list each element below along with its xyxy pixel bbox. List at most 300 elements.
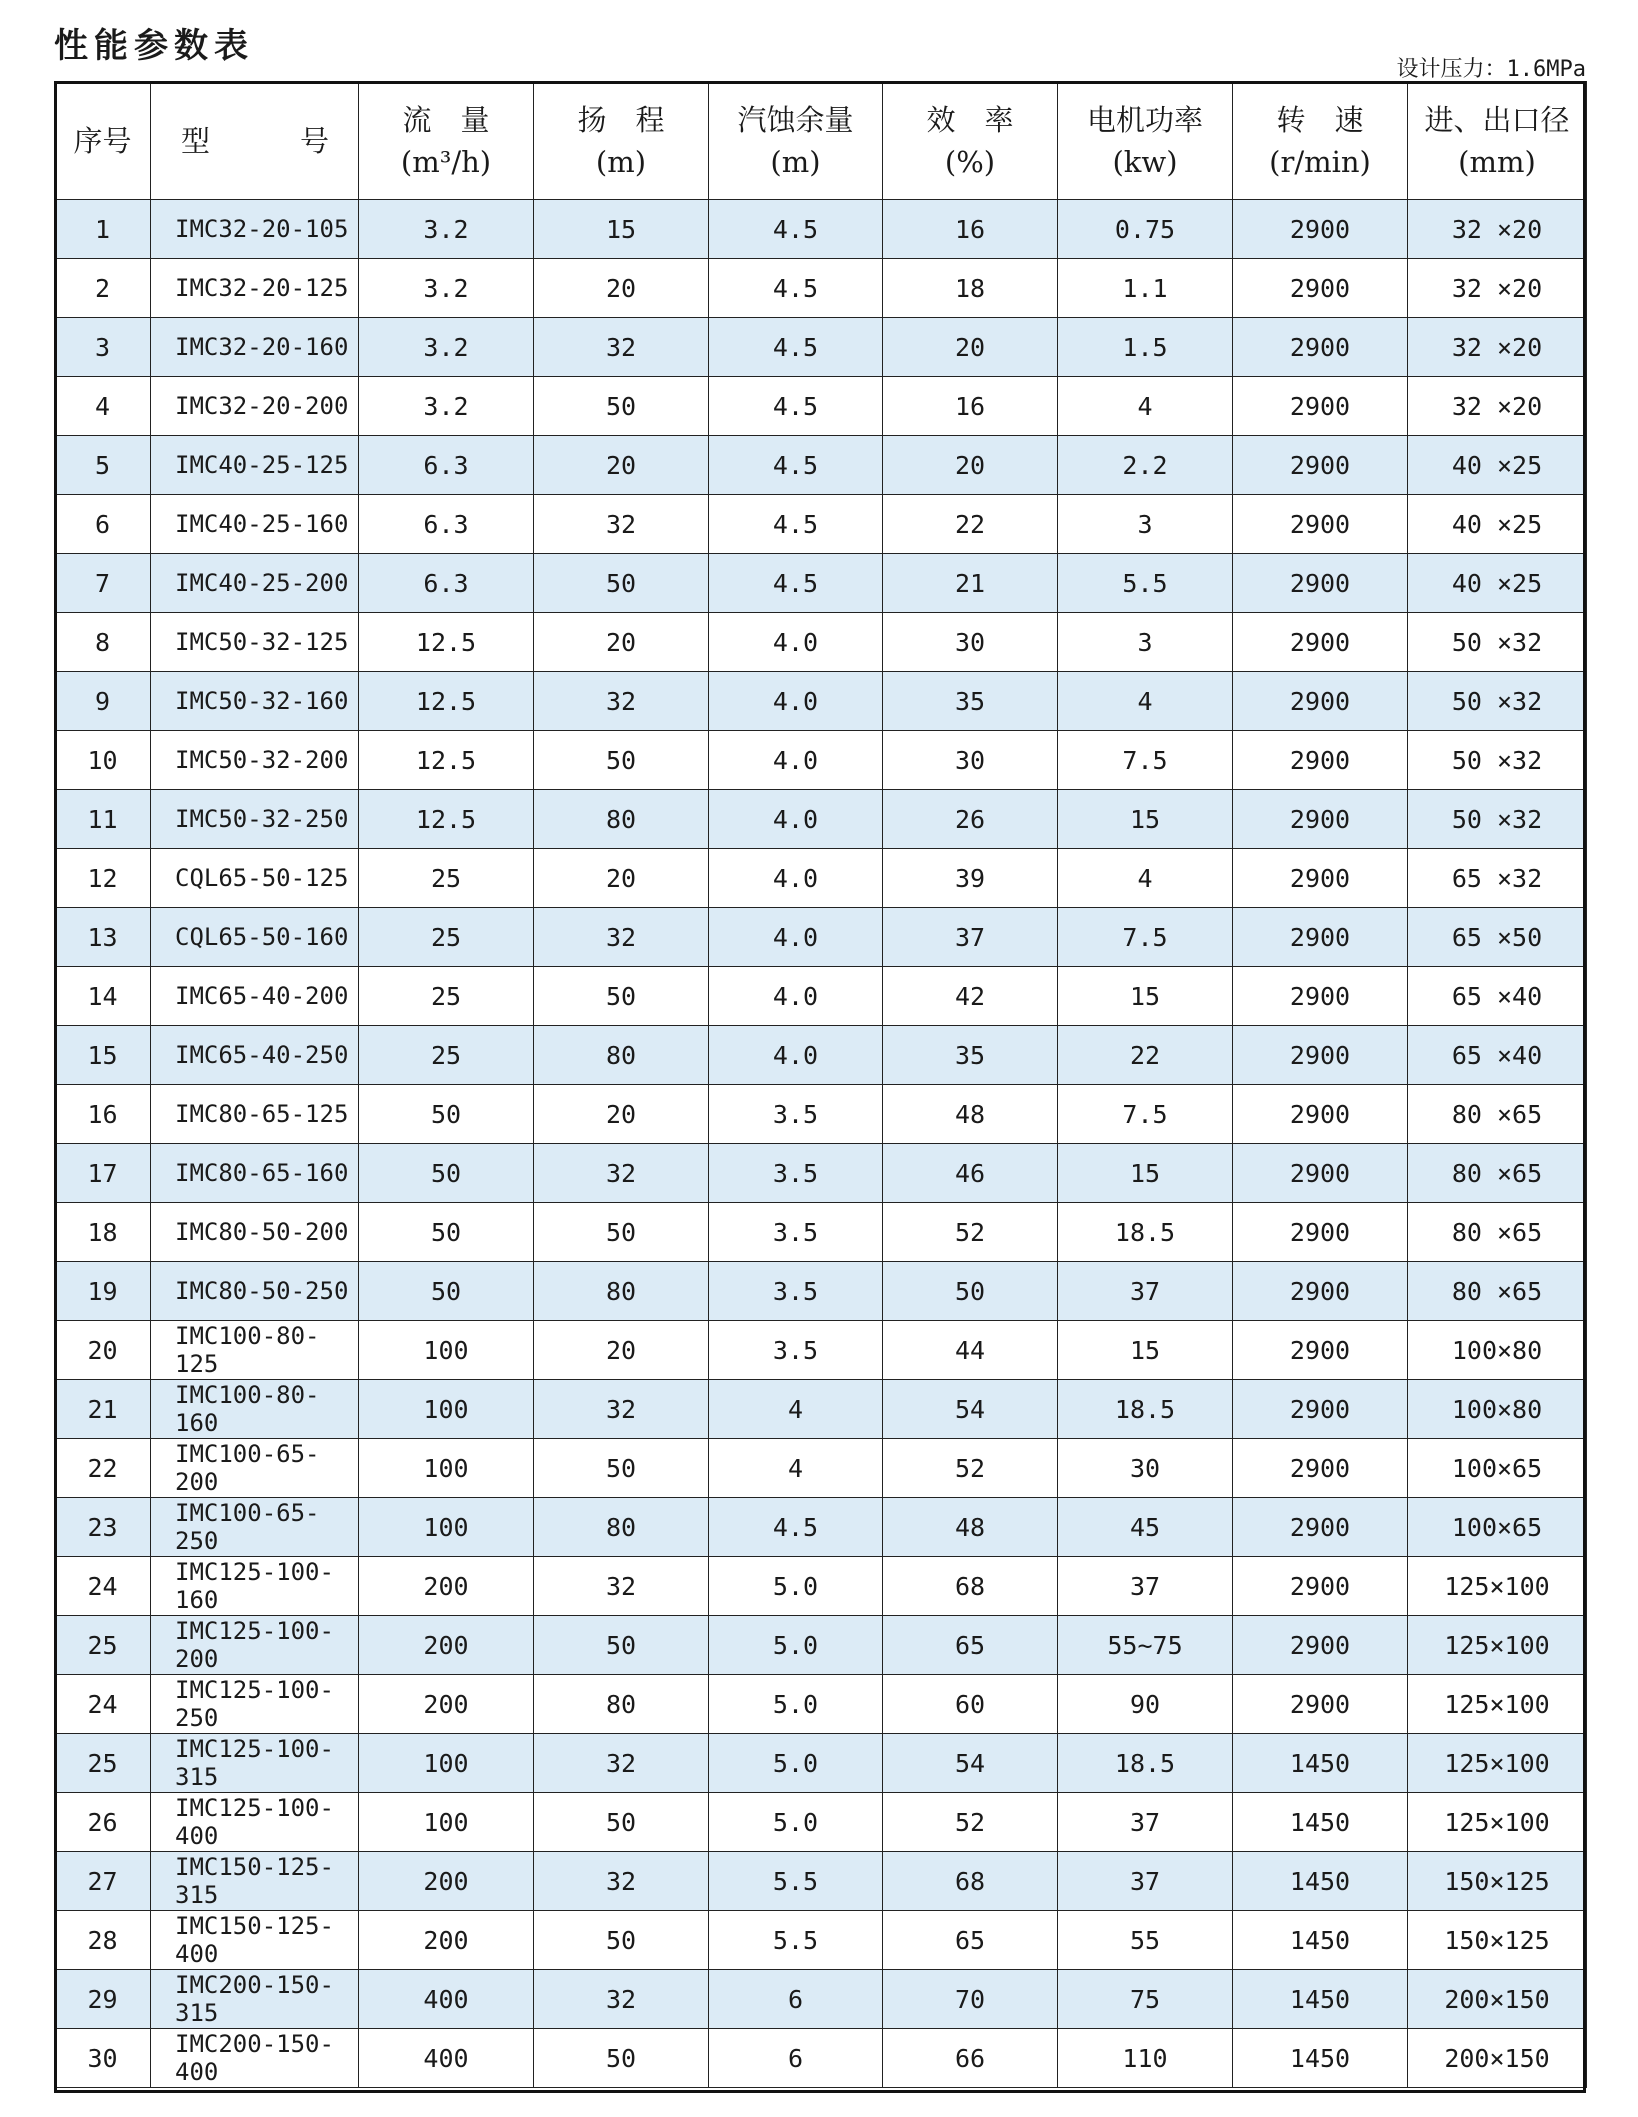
cell-speed: 2900	[1233, 318, 1408, 377]
cell-model: IMC32-20-200	[151, 377, 359, 436]
cell-model: IMC32-20-125	[151, 259, 359, 318]
cell-index: 7	[55, 554, 151, 613]
cell-model: IMC100-80-125	[151, 1321, 359, 1380]
cell-head: 80	[534, 790, 709, 849]
cell-diameter: 65 ×32	[1408, 849, 1587, 908]
cell-speed: 2900	[1233, 1085, 1408, 1144]
cell-efficiency: 68	[883, 1852, 1058, 1911]
cell-head: 32	[534, 1852, 709, 1911]
cell-power: 7.5	[1058, 908, 1233, 967]
cell-index: 15	[55, 1026, 151, 1085]
cell-efficiency: 54	[883, 1734, 1058, 1793]
cell-diameter: 125×100	[1408, 1793, 1587, 1852]
cell-diameter: 40 ×25	[1408, 436, 1587, 495]
cell-head: 50	[534, 731, 709, 790]
cell-speed: 2900	[1233, 1262, 1408, 1321]
cell-model: IMC80-65-160	[151, 1144, 359, 1203]
cell-model: IMC50-32-200	[151, 731, 359, 790]
cell-speed: 2900	[1233, 613, 1408, 672]
cell-diameter: 80 ×65	[1408, 1144, 1587, 1203]
cell-efficiency: 42	[883, 967, 1058, 1026]
cell-power: 3	[1058, 613, 1233, 672]
cell-npsh: 4.5	[709, 495, 883, 554]
table-row	[55, 436, 1587, 495]
cell-efficiency: 52	[883, 1793, 1058, 1852]
cell-npsh: 5.0	[709, 1734, 883, 1793]
cell-index: 4	[55, 377, 151, 436]
table-row	[55, 1380, 1587, 1439]
cell-model: IMC125-100-250	[151, 1675, 359, 1734]
cell-index: 9	[55, 672, 151, 731]
cell-speed: 2900	[1233, 259, 1408, 318]
cell-diameter: 200×150	[1408, 2029, 1587, 2088]
cell-head: 50	[534, 1616, 709, 1675]
cell-model: IMC200-150-400	[151, 2029, 359, 2088]
cell-diameter: 100×65	[1408, 1439, 1587, 1498]
cell-power: 15	[1058, 967, 1233, 1026]
cell-index: 23	[55, 1498, 151, 1557]
cell-npsh: 3.5	[709, 1203, 883, 1262]
cell-index: 3	[55, 318, 151, 377]
cell-npsh: 4.5	[709, 318, 883, 377]
cell-index: 25	[55, 1734, 151, 1793]
cell-diameter: 200×150	[1408, 1970, 1587, 2029]
header-speed-label: 转 速	[1276, 102, 1364, 137]
cell-model: IMC40-25-160	[151, 495, 359, 554]
table-row	[55, 908, 1587, 967]
header-speed-unit: (r/min)	[1269, 144, 1371, 179]
cell-power: 15	[1058, 1144, 1233, 1203]
table-row	[55, 1144, 1587, 1203]
cell-npsh: 4	[709, 1380, 883, 1439]
cell-head: 32	[534, 1557, 709, 1616]
cell-speed: 2900	[1233, 495, 1408, 554]
cell-index: 16	[55, 1085, 151, 1144]
cell-model: IMC80-50-250	[151, 1262, 359, 1321]
cell-flow: 100	[359, 1321, 534, 1380]
cell-speed: 1450	[1233, 1852, 1408, 1911]
header-head-label: 扬 程	[577, 102, 665, 137]
cell-model: IMC125-100-400	[151, 1793, 359, 1852]
table-row	[55, 672, 1587, 731]
cell-speed: 2900	[1233, 790, 1408, 849]
cell-efficiency: 52	[883, 1439, 1058, 1498]
cell-power: 7.5	[1058, 1085, 1233, 1144]
cell-index: 25	[55, 1616, 151, 1675]
header-head	[534, 82, 709, 200]
cell-speed: 2900	[1233, 1557, 1408, 1616]
cell-npsh: 4.0	[709, 790, 883, 849]
cell-npsh: 4.0	[709, 672, 883, 731]
cell-flow: 50	[359, 1262, 534, 1321]
cell-power: 37	[1058, 1793, 1233, 1852]
cell-diameter: 80 ×65	[1408, 1262, 1587, 1321]
cell-efficiency: 35	[883, 1026, 1058, 1085]
cell-flow: 200	[359, 1557, 534, 1616]
cell-efficiency: 60	[883, 1675, 1058, 1734]
cell-npsh: 6	[709, 2029, 883, 2088]
table-row	[55, 1557, 1587, 1616]
cell-speed: 2900	[1233, 554, 1408, 613]
cell-flow: 25	[359, 849, 534, 908]
cell-head: 50	[534, 1439, 709, 1498]
cell-power: 55~75	[1058, 1616, 1233, 1675]
cell-diameter: 50 ×32	[1408, 613, 1587, 672]
table-row	[55, 1498, 1587, 1557]
cell-model: IMC65-40-200	[151, 967, 359, 1026]
cell-speed: 2900	[1233, 849, 1408, 908]
cell-power: 18.5	[1058, 1734, 1233, 1793]
cell-head: 50	[534, 2029, 709, 2088]
header-npsh	[709, 82, 883, 200]
cell-efficiency: 48	[883, 1498, 1058, 1557]
cell-head: 32	[534, 1380, 709, 1439]
cell-speed: 1450	[1233, 1734, 1408, 1793]
cell-npsh: 6	[709, 1970, 883, 2029]
cell-model: IMC125-100-315	[151, 1734, 359, 1793]
cell-speed: 2900	[1233, 1439, 1408, 1498]
cell-npsh: 4.0	[709, 908, 883, 967]
cell-head: 80	[534, 1498, 709, 1557]
cell-index: 18	[55, 1203, 151, 1262]
table-row	[55, 1085, 1587, 1144]
cell-npsh: 5.0	[709, 1557, 883, 1616]
cell-speed: 1450	[1233, 1970, 1408, 2029]
cell-flow: 100	[359, 1380, 534, 1439]
cell-power: 4	[1058, 377, 1233, 436]
table-row	[55, 731, 1587, 790]
cell-head: 20	[534, 613, 709, 672]
cell-flow: 100	[359, 1498, 534, 1557]
cell-index: 20	[55, 1321, 151, 1380]
cell-head: 50	[534, 377, 709, 436]
cell-head: 20	[534, 1085, 709, 1144]
cell-index: 14	[55, 967, 151, 1026]
performance-table	[54, 81, 1587, 2088]
cell-speed: 2900	[1233, 200, 1408, 259]
cell-index: 1	[55, 200, 151, 259]
cell-power: 30	[1058, 1439, 1233, 1498]
cell-flow: 3.2	[359, 318, 534, 377]
cell-diameter: 50 ×32	[1408, 731, 1587, 790]
cell-power: 15	[1058, 1321, 1233, 1380]
cell-model: IMC100-65-250	[151, 1498, 359, 1557]
cell-efficiency: 65	[883, 1911, 1058, 1970]
cell-speed: 2900	[1233, 967, 1408, 1026]
header-efficiency-label: 效 率	[926, 102, 1014, 137]
cell-efficiency: 54	[883, 1380, 1058, 1439]
cell-index: 22	[55, 1439, 151, 1498]
table-row	[55, 1262, 1587, 1321]
cell-model: IMC40-25-125	[151, 436, 359, 495]
cell-diameter: 50 ×32	[1408, 790, 1587, 849]
cell-efficiency: 44	[883, 1321, 1058, 1380]
cell-efficiency: 66	[883, 2029, 1058, 2088]
table-row	[55, 318, 1587, 377]
cell-flow: 12.5	[359, 790, 534, 849]
table-row	[55, 967, 1587, 1026]
table-body	[55, 200, 1587, 2088]
cell-speed: 1450	[1233, 2029, 1408, 2088]
cell-efficiency: 20	[883, 436, 1058, 495]
cell-head: 80	[534, 1026, 709, 1085]
table-row	[55, 554, 1587, 613]
cell-flow: 25	[359, 1026, 534, 1085]
cell-power: 1.1	[1058, 259, 1233, 318]
cell-flow: 200	[359, 1852, 534, 1911]
cell-model: IMC32-20-105	[151, 200, 359, 259]
cell-npsh: 4.5	[709, 436, 883, 495]
table-row	[55, 849, 1587, 908]
cell-speed: 2900	[1233, 436, 1408, 495]
cell-flow: 12.5	[359, 731, 534, 790]
cell-diameter: 65 ×50	[1408, 908, 1587, 967]
table-row	[55, 259, 1587, 318]
cell-power: 1.5	[1058, 318, 1233, 377]
cell-index: 21	[55, 1380, 151, 1439]
cell-diameter: 32 ×20	[1408, 200, 1587, 259]
cell-model: IMC50-32-250	[151, 790, 359, 849]
cell-efficiency: 70	[883, 1970, 1058, 2029]
header-diameter	[1408, 82, 1587, 200]
header-index: 序号	[55, 82, 151, 200]
cell-head: 20	[534, 259, 709, 318]
cell-diameter: 125×100	[1408, 1734, 1587, 1793]
cell-diameter: 125×100	[1408, 1616, 1587, 1675]
cell-flow: 400	[359, 1970, 534, 2029]
cell-npsh: 4.5	[709, 259, 883, 318]
cell-npsh: 3.5	[709, 1321, 883, 1380]
cell-npsh: 5.0	[709, 1616, 883, 1675]
cell-diameter: 32 ×20	[1408, 318, 1587, 377]
cell-diameter: 65 ×40	[1408, 967, 1587, 1026]
cell-npsh: 5.0	[709, 1675, 883, 1734]
cell-diameter: 32 ×20	[1408, 377, 1587, 436]
cell-flow: 100	[359, 1439, 534, 1498]
table-row	[55, 1439, 1587, 1498]
cell-efficiency: 46	[883, 1144, 1058, 1203]
cell-index: 17	[55, 1144, 151, 1203]
cell-index: 2	[55, 259, 151, 318]
cell-efficiency: 30	[883, 731, 1058, 790]
header-npsh-unit: (m)	[770, 144, 821, 179]
header-head-unit: (m)	[595, 144, 647, 179]
cell-model: IMC32-20-160	[151, 318, 359, 377]
cell-index: 24	[55, 1557, 151, 1616]
cell-index: 27	[55, 1852, 151, 1911]
cell-head: 32	[534, 1970, 709, 2029]
cell-diameter: 32 ×20	[1408, 259, 1587, 318]
cell-speed: 2900	[1233, 1675, 1408, 1734]
cell-efficiency: 48	[883, 1085, 1058, 1144]
table-row	[55, 1911, 1587, 1970]
cell-npsh: 3.5	[709, 1085, 883, 1144]
cell-power: 55	[1058, 1911, 1233, 1970]
cell-model: IMC125-100-200	[151, 1616, 359, 1675]
cell-flow: 25	[359, 967, 534, 1026]
cell-power: 18.5	[1058, 1380, 1233, 1439]
cell-flow: 12.5	[359, 672, 534, 731]
cell-head: 50	[534, 554, 709, 613]
cell-power: 90	[1058, 1675, 1233, 1734]
table-row	[55, 377, 1587, 436]
cell-diameter: 100×80	[1408, 1321, 1587, 1380]
cell-npsh: 4.0	[709, 1026, 883, 1085]
cell-head: 32	[534, 672, 709, 731]
header-power-label: 电机功率	[1086, 102, 1203, 137]
cell-head: 32	[534, 318, 709, 377]
cell-index: 26	[55, 1793, 151, 1852]
cell-index: 24	[55, 1675, 151, 1734]
cell-flow: 3.2	[359, 377, 534, 436]
cell-head: 80	[534, 1262, 709, 1321]
header-model-b: 号	[300, 123, 330, 158]
header-diameter-label: 进、出口径	[1424, 102, 1570, 137]
header-efficiency-unit: (%)	[944, 144, 996, 179]
cell-model: IMC80-50-200	[151, 1203, 359, 1262]
header-power	[1058, 82, 1233, 200]
cell-power: 18.5	[1058, 1203, 1233, 1262]
cell-model: IMC150-125-400	[151, 1911, 359, 1970]
cell-speed: 2900	[1233, 908, 1408, 967]
cell-head: 80	[534, 1675, 709, 1734]
cell-flow: 6.3	[359, 495, 534, 554]
table-row	[55, 495, 1587, 554]
cell-flow: 25	[359, 908, 534, 967]
cell-index: 19	[55, 1262, 151, 1321]
cell-diameter: 100×65	[1408, 1498, 1587, 1557]
cell-efficiency: 20	[883, 318, 1058, 377]
cell-head: 32	[534, 1144, 709, 1203]
table-header-row	[55, 82, 1587, 200]
cell-index: 5	[55, 436, 151, 495]
cell-npsh: 5.5	[709, 1852, 883, 1911]
cell-head: 32	[534, 1734, 709, 1793]
cell-head: 50	[534, 1911, 709, 1970]
cell-npsh: 5.0	[709, 1793, 883, 1852]
cell-flow: 200	[359, 1675, 534, 1734]
cell-index: 10	[55, 731, 151, 790]
cell-speed: 2900	[1233, 1498, 1408, 1557]
cell-npsh: 4.5	[709, 1498, 883, 1557]
table-row	[55, 790, 1587, 849]
cell-power: 2.2	[1058, 436, 1233, 495]
cell-efficiency: 50	[883, 1262, 1058, 1321]
header-flow-label: 流 量	[402, 102, 490, 137]
cell-efficiency: 52	[883, 1203, 1058, 1262]
cell-index: 13	[55, 908, 151, 967]
cell-power: 110	[1058, 2029, 1233, 2088]
header-speed	[1233, 82, 1408, 200]
cell-flow: 200	[359, 1911, 534, 1970]
cell-diameter: 100×80	[1408, 1380, 1587, 1439]
cell-model: IMC150-125-315	[151, 1852, 359, 1911]
cell-head: 20	[534, 1321, 709, 1380]
cell-power: 37	[1058, 1262, 1233, 1321]
cell-speed: 2900	[1233, 1616, 1408, 1675]
cell-index: 6	[55, 495, 151, 554]
cell-npsh: 4.0	[709, 967, 883, 1026]
cell-power: 37	[1058, 1852, 1233, 1911]
cell-speed: 2900	[1233, 1026, 1408, 1085]
table-row	[55, 200, 1587, 259]
table-row	[55, 1970, 1587, 2029]
cell-head: 32	[534, 908, 709, 967]
design-pressure-note: 设计压力：1.6MPa	[1396, 57, 1586, 82]
cell-efficiency: 18	[883, 259, 1058, 318]
cell-efficiency: 65	[883, 1616, 1058, 1675]
cell-power: 7.5	[1058, 731, 1233, 790]
table-row	[55, 1852, 1587, 1911]
cell-efficiency: 26	[883, 790, 1058, 849]
cell-flow: 200	[359, 1616, 534, 1675]
header-flow	[359, 82, 534, 200]
cell-model: CQL65-50-160	[151, 908, 359, 967]
table-row	[55, 2029, 1587, 2088]
cell-npsh: 4.0	[709, 731, 883, 790]
cell-head: 50	[534, 1203, 709, 1262]
cell-speed: 2900	[1233, 731, 1408, 790]
cell-speed: 2900	[1233, 672, 1408, 731]
cell-head: 15	[534, 200, 709, 259]
cell-index: 29	[55, 1970, 151, 2029]
cell-flow: 50	[359, 1144, 534, 1203]
cell-flow: 400	[359, 2029, 534, 2088]
header-efficiency	[883, 82, 1058, 200]
table-row	[55, 1793, 1587, 1852]
cell-head: 50	[534, 967, 709, 1026]
cell-npsh: 4.5	[709, 200, 883, 259]
cell-efficiency: 37	[883, 908, 1058, 967]
cell-flow: 6.3	[359, 554, 534, 613]
header-npsh-label: 汽蚀余量	[737, 102, 854, 137]
cell-speed: 2900	[1233, 377, 1408, 436]
cell-power: 0.75	[1058, 200, 1233, 259]
cell-power: 75	[1058, 1970, 1233, 2029]
cell-index: 8	[55, 613, 151, 672]
cell-diameter: 80 ×65	[1408, 1085, 1587, 1144]
cell-npsh: 4.0	[709, 613, 883, 672]
cell-speed: 1450	[1233, 1793, 1408, 1852]
header-model-a: 型	[181, 123, 211, 158]
cell-speed: 2900	[1233, 1380, 1408, 1439]
cell-diameter: 50 ×32	[1408, 672, 1587, 731]
cell-model: IMC100-65-200	[151, 1439, 359, 1498]
cell-flow: 3.2	[359, 259, 534, 318]
cell-npsh: 4.5	[709, 554, 883, 613]
cell-model: IMC50-32-160	[151, 672, 359, 731]
cell-model: IMC40-25-200	[151, 554, 359, 613]
cell-flow: 6.3	[359, 436, 534, 495]
cell-diameter: 125×100	[1408, 1557, 1587, 1616]
cell-head: 20	[534, 436, 709, 495]
page-title: 性能参数表	[54, 26, 254, 66]
cell-npsh: 3.5	[709, 1144, 883, 1203]
cell-efficiency: 39	[883, 849, 1058, 908]
table-row	[55, 1321, 1587, 1380]
cell-flow: 3.2	[359, 200, 534, 259]
cell-diameter: 125×100	[1408, 1675, 1587, 1734]
cell-flow: 50	[359, 1085, 534, 1144]
cell-efficiency: 22	[883, 495, 1058, 554]
cell-power: 37	[1058, 1557, 1233, 1616]
cell-efficiency: 35	[883, 672, 1058, 731]
cell-flow: 100	[359, 1793, 534, 1852]
cell-efficiency: 16	[883, 200, 1058, 259]
cell-speed: 1450	[1233, 1911, 1408, 1970]
table-row	[55, 1203, 1587, 1262]
cell-efficiency: 68	[883, 1557, 1058, 1616]
